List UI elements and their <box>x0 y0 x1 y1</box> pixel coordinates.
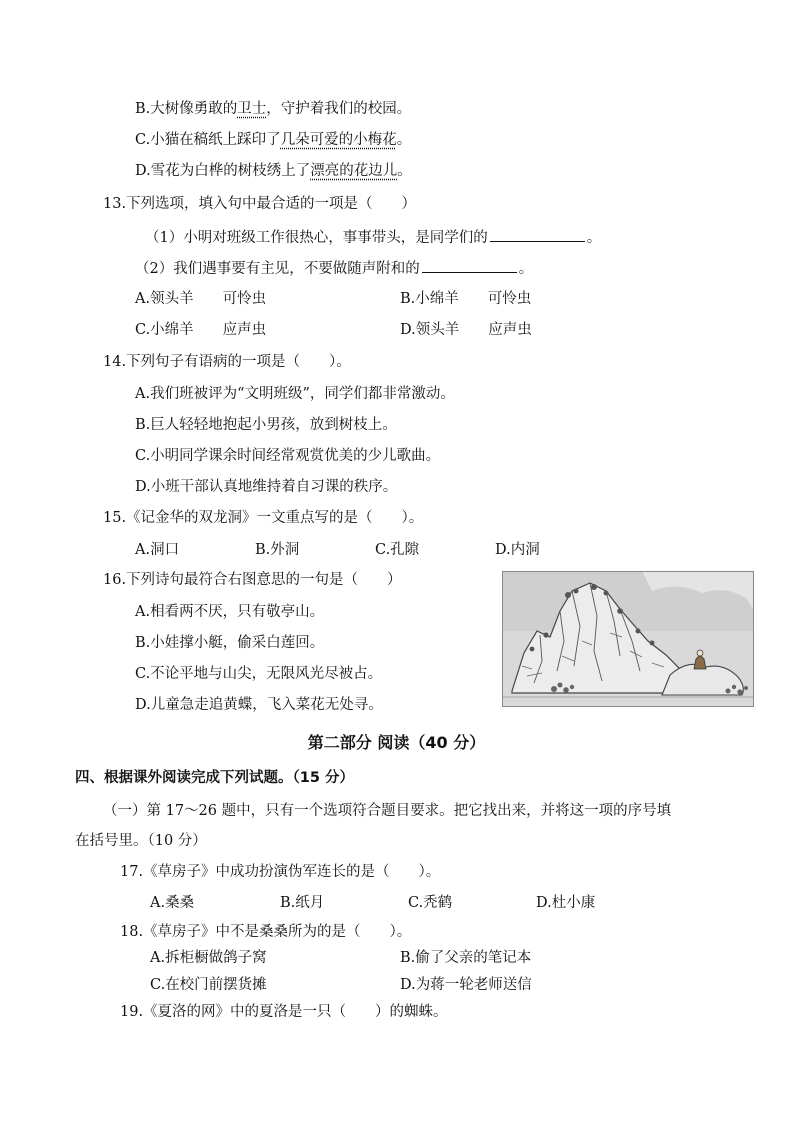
q15-option-d: D.内洞 <box>495 542 540 558</box>
q13-option-a: A.领头羊 可怜虫 <box>135 291 267 307</box>
section-four-intro-line-2: 在括号里。（10 分） <box>75 833 207 849</box>
q16-option-b: B.小娃撑小艇，偷采白莲回。 <box>135 635 325 651</box>
q14-stem: 14.下列句子有语病的一项是（ ）。 <box>103 354 351 370</box>
q17-option-a: A.桑桑 <box>150 895 195 911</box>
q13-stem: 13.下列选项，填入句中最合适的一项是（ ） <box>103 196 417 212</box>
q16-option-c: C.不论平地与山尖，无限风光尽被占。 <box>135 666 383 682</box>
q13-sentence-2: （2）我们遇事要有主见，不要做随声附和的 。 <box>135 258 533 279</box>
q17-option-c: C.秃鹤 <box>408 895 453 911</box>
q18-stem: 18.《草房子》中不是桑桑所为的是（ ）。 <box>120 924 412 940</box>
q17-stem: 17.《草房子》中成功扮演伪军连长的是（ ）。 <box>120 864 441 880</box>
q16-option-a: A.相看两不厌，只有敬亭山。 <box>135 604 325 620</box>
q15-option-b: B.外洞 <box>255 542 300 558</box>
q18-option-c: C.在校门前摆货摊 <box>150 977 267 993</box>
q13-option-b: B.小绵羊 可怜虫 <box>400 291 532 307</box>
section-four-title: 四、根据课外阅读完成下列试题。（15 分） <box>75 770 354 786</box>
q17-option-b: B.纸月 <box>280 895 325 911</box>
q12-option-b: B.大树像勇敢的卫士，守护着我们的校园。 <box>135 101 412 117</box>
q12-option-c: C.小猫在稿纸上踩印了几朵可爱的小梅花。 <box>135 132 412 148</box>
q14-option-b: B.巨人轻轻地抱起小男孩，放到树枝上。 <box>135 417 397 433</box>
q14-option-c: C.小明同学课余时间经常观赏优美的少儿歌曲。 <box>135 448 441 464</box>
q12-option-d: D.雪花为白桦的树枝绣上了漂亮的花边儿。 <box>135 163 412 179</box>
q16-stem: 16.下列诗句最符合右图意思的一句是（ ） <box>103 572 402 588</box>
q13-blank-1[interactable] <box>490 227 585 242</box>
q14-option-a: A.我们班被评为“文明班级”，同学们都非常激动。 <box>135 386 455 402</box>
q13-option-d: D.领头羊 应声虫 <box>400 322 532 338</box>
mountain-landscape-illustration <box>502 571 754 707</box>
q13-option-c: C.小绵羊 应声虫 <box>135 322 267 338</box>
q18-option-b: B.偷了父亲的笔记本 <box>400 950 532 966</box>
q15-option-a: A.洞口 <box>135 542 180 558</box>
q16-option-d: D.儿童急走追黄蝶，飞入菜花无处寻。 <box>135 697 383 713</box>
section-four-intro-line-1: （一）第 17～26 题中，只有一个选项符合题目要求。把它找出来，并将这一项的序号填 <box>103 803 672 819</box>
q13-blank-2[interactable] <box>422 258 517 273</box>
q14-option-d: D.小班干部认真地维持着自习课的秩序。 <box>135 479 398 495</box>
q19-stem: 19.《夏洛的网》中的夏洛是一只（ ）的蜘蛛。 <box>120 1004 448 1020</box>
q15-option-c: C.孔隙 <box>375 542 420 558</box>
q15-stem: 15.《记金华的双龙洞》一文重点写的是（ ）。 <box>103 510 424 526</box>
q17-option-d: D.杜小康 <box>536 895 596 911</box>
part-two-title: 第二部分 阅读（40 分） <box>307 733 486 752</box>
q13-sentence-1: （1）小明对班级工作很热心，事事带头，是同学们的 。 <box>145 227 601 248</box>
q18-option-d: D.为蒋一轮老师送信 <box>400 977 532 993</box>
q18-option-a: A.拆柜橱做鸽子窝 <box>150 950 267 966</box>
